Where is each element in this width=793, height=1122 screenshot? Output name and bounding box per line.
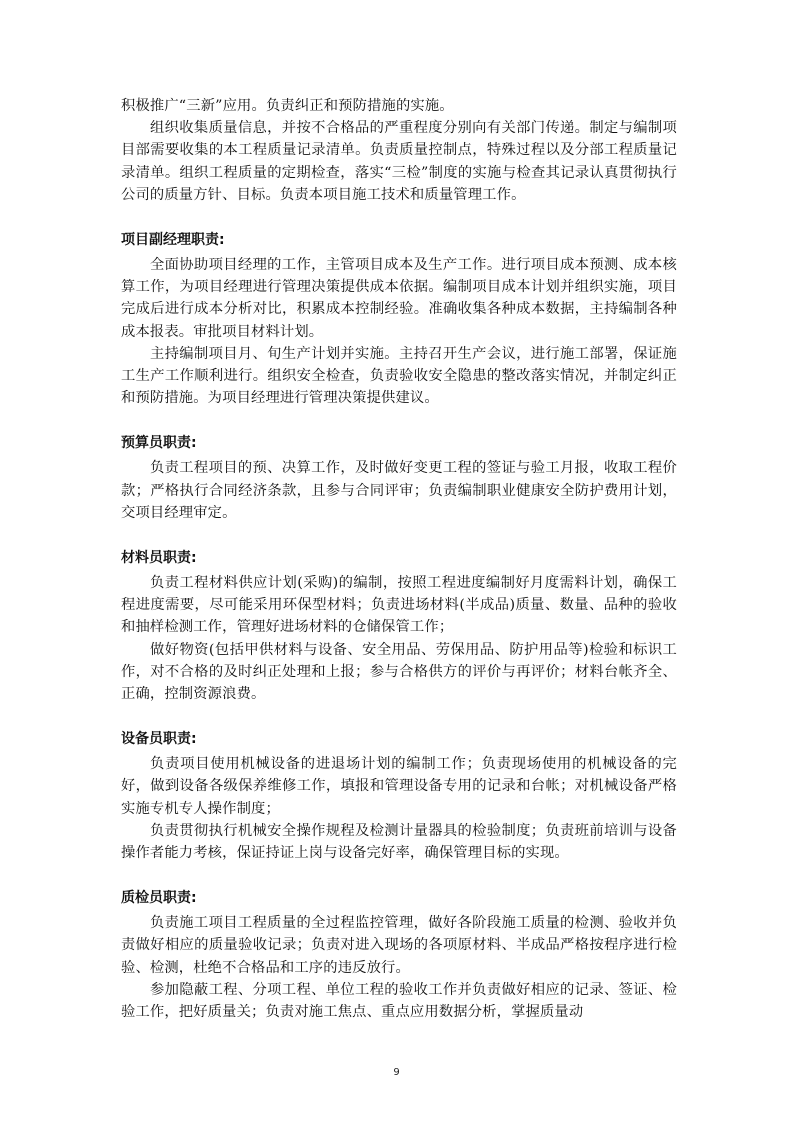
intro-paragraph-2: 组织收集质量信息，并按不合格品的严重程度分别向有关部门传递。制定与编制项目部需要收集的本工程质量记录清单。负责质量控制点，特殊过程以及分部工程质量记录清单。组织工程质量的定期检查，落实“三检”制度的实施与检查其记录认真贯彻执行公司的质量方针、目标。负责本项目施工技术和质量管理工作。	[121, 120, 677, 203]
section-paragraph: 负责工程材料供应计划(采购)的编制，按照工程进度编制好月度需料计划，确保工程进度需要，尽可能采用环保型材料；负责进场材料(半成品)质量、数量、品种的验收和抽样检测工作，管理好进场材料的仓储保管工作；	[121, 575, 677, 636]
section-paragraph: 负责施工项目工程质量的全过程监控管理，做好各阶段施工质量的检测、验收并负责做好相应的质量验收记录；负责对进入现场的各项原材料、半成品严格按程序进行检验、检测，杜绝不合格品和工序的违反放行。	[121, 915, 677, 976]
intro-block	[121, 95, 677, 206]
intro-paragraph-1: 积极推广“三新”应用。负责纠正和预防措施的实施。	[121, 98, 454, 114]
section-deputy-manager	[121, 229, 677, 409]
section-material-clerk	[121, 547, 677, 705]
section-title: 设备员职责:	[121, 731, 197, 748]
section-paragraph: 负责项目使用机械设备的进退场计划的编制工作；负责现场使用的机械设备的完好，做到设备各级保养维修工作，填报和管理设备专用的记录和台帐；对机械设备严格实施专机专人操作制度；	[121, 756, 677, 817]
section-quality-inspector	[121, 887, 677, 1023]
section-paragraph: 主持编制项目月、旬生产计划并实施。主持召开生产会议，进行施工部署，保证施工生产工作顺利进行。组织安全检查，负责验收安全隐患的整改落实情况，并制定纠正和预防措施。为项目经理进行管理决策提供建议。	[121, 345, 677, 407]
section-title: 材料员职责:	[121, 550, 197, 567]
section-title: 质检员职责:	[121, 890, 197, 907]
page-number: 9	[393, 1067, 400, 1078]
section-paragraph: 负责贯彻执行机械安全操作规程及检测计量器具的检验制度；负责班前培训与设备操作者能力考核，保证持证上岗与设备完好率，确保管理目标的实现。	[121, 822, 677, 862]
section-paragraph: 做好物资(包括甲供材料与设备、安全用品、劳保用品、防护用品等)检验和标识工作，对不合格的及时纠正处理和上报；参与合格供方的评价与再评价；材料台帐齐全、正确，控制资源浪费。	[121, 641, 677, 703]
section-title: 项目副经理职责:	[121, 232, 225, 249]
section-paragraph: 参加隐蔽工程、分项工程、单位工程的验收工作并负责做好相应的记录、签证、检验工作，把好质量关；负责对施工焦点、重点应用数据分析，掌握质量动	[121, 981, 677, 1021]
section-equipment-clerk	[121, 728, 677, 864]
section-paragraph: 全面协助项目经理的工作，主管项目成本及生产工作。进行项目成本预测、成本核算工作，为项目经理进行管理决策提供成本依据。编制项目成本计划并组织实施，项目完成后进行成本分析对比，积累成本控制经验。准确收集各种成本数据，主持编制各种成本报表。审批项目材料计划。	[121, 257, 677, 340]
document-page	[121, 95, 677, 1023]
section-budget-clerk	[121, 432, 677, 524]
section-paragraph: 负责工程项目的预、决算工作，及时做好变更工程的签证与验工月报，收取工程价款；严格执行合同经济条款，且参与合同评审；负责编制职业健康安全防护费用计划，交项目经理审定。	[121, 460, 677, 521]
section-title: 预算员职责:	[121, 435, 197, 452]
